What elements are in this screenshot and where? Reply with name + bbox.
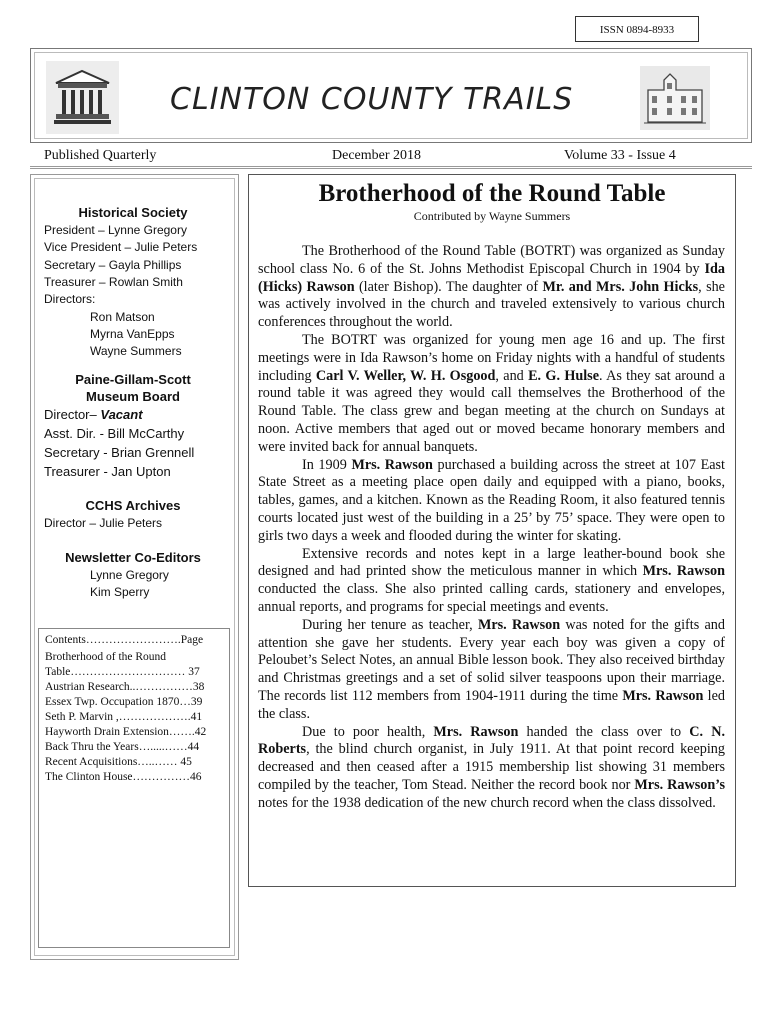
text-run: led the class. (258, 687, 725, 722)
bold-name: Mrs. Rawson (433, 723, 519, 740)
museum-board-heading-line1: Paine-Gillam-Scott (75, 372, 191, 387)
article-contributor: Contributed by Wayne Summers (413, 209, 571, 223)
article-paragraph (258, 546, 725, 617)
article-paragraph (258, 617, 725, 724)
toc-line[interactable]: Back Thru the Years….....……44 (45, 741, 200, 753)
text-run: . As they sat around a round table it was agreed they would call themselves the Brotherhood of the Round Table. The class grew and began meeting at the church on Sundays at noon. Active members that aged out or moved became honorary members and were invited back for annual banquets. (258, 367, 725, 455)
museum-director-label: Director– (44, 407, 97, 422)
issue-date: December 2018 (332, 148, 422, 163)
bold-name: E. G. Hulse (528, 367, 600, 384)
historical-society-heading: Historical Society (78, 205, 188, 220)
bold-name: Mr. and Mrs. John Hicks (542, 278, 699, 295)
bold-name: Ida (Hicks) Rawson (258, 260, 725, 295)
text-run: In 1909 (302, 456, 352, 473)
courthouse-icon (46, 61, 119, 134)
officer-line: Secretary – Gayla Phillips (44, 258, 182, 272)
article-paragraph (258, 332, 725, 457)
text-run: was noted for the gifts and attention she gave her students. Every year each boy was given a copy of Peloubet’s Select Notes, an annual Bible lesson book. They also received birthday and Christmas greetings and a set of solid silver teaspoons upon their marriage. The records list 112 members from 1904-1911 during the time (258, 616, 725, 704)
toc-line[interactable]: Brotherhood of the Round (45, 651, 167, 663)
director-name: Wayne Summers (90, 344, 182, 358)
toc-line[interactable]: Essex Twp. Occupation 1870…39 (45, 696, 203, 708)
officer-line: Directors: (44, 292, 96, 306)
museum-director-line (44, 407, 143, 422)
officer-line: Vice President – Julie Peters (44, 240, 198, 254)
archives-heading: CCHS Archives (85, 498, 181, 513)
director-name: Myrna VanEpps (90, 327, 175, 341)
volume-issue: Volume 33 - Issue 4 (564, 148, 676, 163)
contents-header: Contents…………………….Page (45, 634, 204, 646)
article-paragraph (258, 243, 725, 332)
article-body (258, 243, 725, 813)
text-run: notes for the 1938 dedication of the new church record when the class dissolved. (258, 794, 716, 811)
toc-line[interactable]: The Clinton House……………46 (45, 771, 202, 783)
article-title: Brotherhood of the Round Table (318, 180, 666, 207)
publication-frequency: Published Quarterly (44, 148, 157, 163)
toc-line[interactable]: Hayworth Drain Extension…….42 (45, 726, 207, 738)
building-sketch-icon (640, 66, 710, 130)
text-run: The BOTRT was organized for young men age 16 and up. The first meetings were in Ida Rawson’s home on Friday nights with a handful of students including (258, 331, 725, 384)
bold-name: Mrs. Rawson (477, 616, 561, 633)
toc-line[interactable]: Austrian Research..……………38 (45, 681, 205, 693)
toc-line[interactable]: Table………………………… 37 (45, 666, 200, 678)
officer-line: President – Lynne Gregory (44, 223, 187, 237)
museum-officer-line: Treasurer - Jan Upton (44, 464, 171, 479)
toc-line[interactable]: Seth P. Marvin ,……………….41 (45, 711, 203, 723)
toc-line[interactable]: Recent Acquisitions…..…… 45 (45, 756, 192, 768)
bold-name: C. N. Roberts (258, 723, 725, 758)
text-run: , and (495, 367, 529, 384)
archives-director: Director – Julie Peters (44, 516, 163, 530)
editor-name: Lynne Gregory (90, 568, 169, 582)
newsletter-title: CLINTON COUNTY TRAILS (170, 82, 574, 117)
bold-name: Carl V. Weller, W. H. Osgood (315, 367, 496, 384)
article-paragraph (258, 724, 725, 813)
bold-name: Mrs. Rawson (642, 563, 725, 580)
officer-line: Treasurer – Rowlan Smith (44, 275, 183, 289)
text-run: purchased a building across the street at 107 East State Street as a meeting place open daily and equipped with a piano, books, tables, games, and a kitchen. Known as the Reading Room, it also featured tennis courts located just west of the building in a 25’ by 75’ space. They were open to girls two days a week and flooded during the winter for skating. (258, 456, 725, 544)
article-paragraph (258, 457, 725, 546)
museum-officer-line: Secretary - Brian Grennell (44, 445, 195, 460)
text-run: handed the class over to (518, 723, 690, 740)
museum-officer-line: Asst. Dir. - Bill McCarthy (44, 426, 185, 441)
publication-info-row (30, 146, 752, 169)
text-run: conducted the class. She also printed calling cards, stationery and envelopes, annual reports, and programs for special meetings and events. (258, 581, 725, 615)
bold-name: Mrs. Rawson (351, 456, 433, 473)
museum-board-heading-line2: Museum Board (86, 389, 180, 404)
text-run: Due to poor health, (302, 723, 434, 740)
text-run: (later Bishop). The daughter of (354, 278, 543, 295)
issn-box: ISSN 0894-8933 (575, 16, 699, 42)
director-name: Ron Matson (90, 310, 155, 324)
text-run: The Brotherhood of the Round Table (BOTRT) was organized as Sunday school class No. 6 of the St. Johns Methodist Episcopal Church in 1904 by (258, 243, 725, 277)
bold-name: Mrs. Rawson (622, 687, 704, 704)
text-run: Extensive records and notes kept in a large leather-bound book she designed and had printed show the meticulous manner in which (258, 545, 725, 580)
editor-name: Kim Sperry (90, 585, 150, 599)
text-run: During her tenure as teacher, (302, 616, 478, 633)
text-run: , she was actively involved in the church and traveled extensively to various church conferences throughout the world. (258, 278, 725, 331)
editors-heading: Newsletter Co-Editors (65, 550, 201, 565)
bold-name: Mrs. Rawson’s (634, 776, 725, 793)
text-run: , the blind church organist, in July 1911. At that point record keeping decreased and then ceased after a 1915 membership list showing 31 members compiled by the teacher, Tom Stead. Neither the record book nor (258, 741, 725, 793)
museum-director-value: Vacant (100, 407, 143, 422)
